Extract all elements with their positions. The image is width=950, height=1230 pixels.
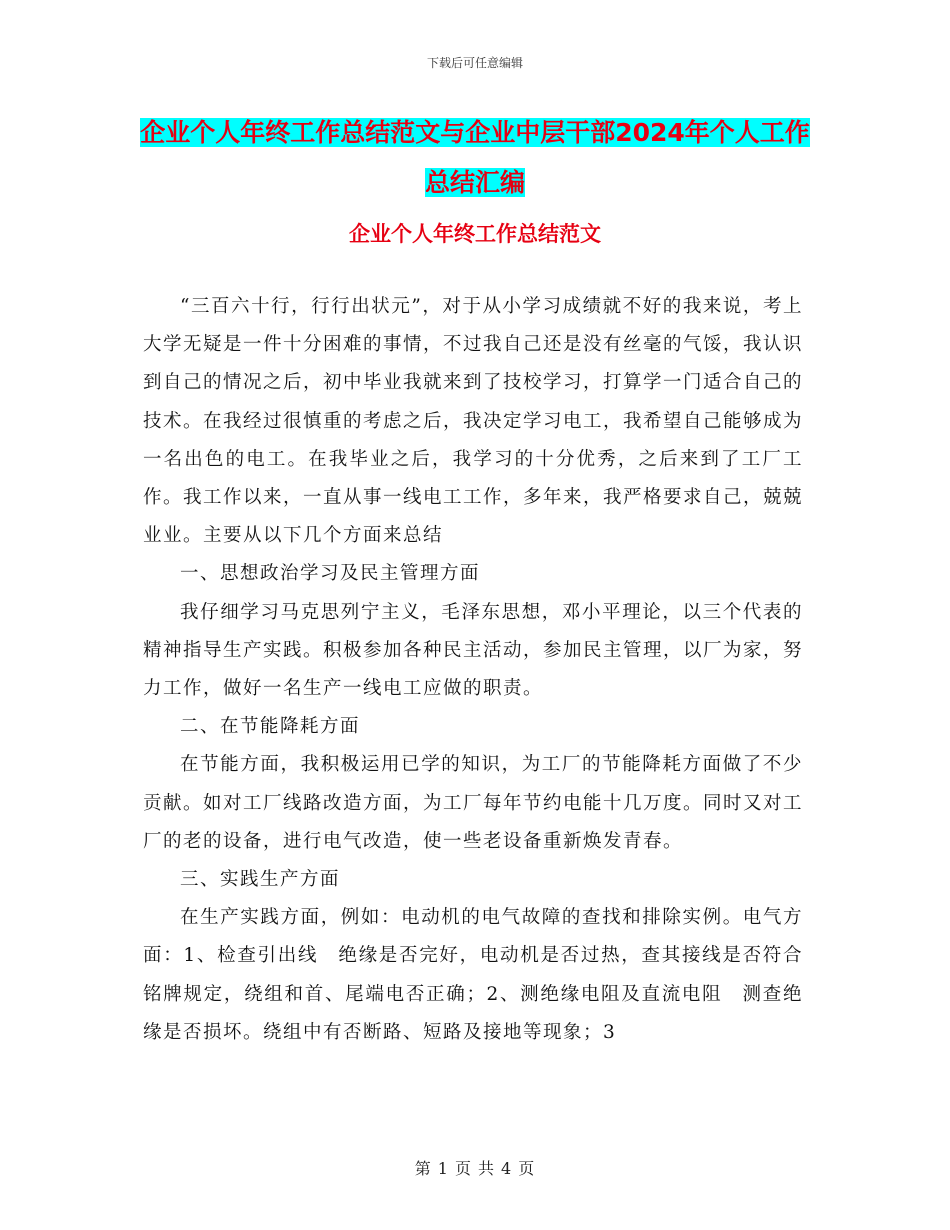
- total-pages: 4: [501, 1159, 513, 1178]
- page-number: 1: [437, 1159, 449, 1178]
- section-title: 企业个人年终工作总结范文: [349, 222, 601, 246]
- footer-page-unit: 页: [454, 1159, 472, 1178]
- document-body: [143, 288, 803, 1052]
- paragraph-energy: 在节能方面，我积极运用已学的知识，为工厂的节能降耗方面做了不少贡献。如对工厂线路改造方面，为工厂每年节约电能十几万度。同时又对工厂的老的设备，进行电气改造，使一些老设备重新焕发青春。: [143, 754, 804, 852]
- footer-total-unit: 页: [518, 1159, 536, 1178]
- footer-total-prefix: 共: [478, 1159, 496, 1178]
- paragraph-intro: “三百六十行，行行出状元”，对于从小学习成绩就不好的我来说，考上大学无疑是一件十分困难的事情，不过我自己还是没有丝毫的气馁，我认识到自己的情况之后，初中毕业我就来到了技校学习，打算学一门适合自己的技术。在我经过很慎重的考虑之后，我决定学习电工，我希望自己能够成为一名出色的电工。在我毕业之后，我学习的十分优秀，之后来到了工厂工作。我工作以来，一直从事一线电工工作，多年来，我严格要求自己，兢兢业业。主要从以下几个方面来总结: [143, 296, 804, 547]
- page-footer: [0, 1156, 950, 1179]
- header-note: 下载后可任意编辑: [426, 56, 523, 70]
- heading-energy: 二、在节能降耗方面: [180, 716, 361, 738]
- main-title: [140, 108, 810, 208]
- footer-prefix: 第: [414, 1159, 432, 1178]
- heading-practice: 三、实践生产方面: [180, 869, 341, 891]
- paragraph-practice: 在生产实践方面，例如：电动机的电气故障的查找和排除实例。电气方面：1、检查引出线 绝缘是否完好，电动机是否过热，查其接线是否符合铭牌规定，绕组和首、尾端电否正确；2、测绝缘电阻及直流电阻 测查绝缘是否损坏。绕组中有否断路、短路及接地等现象；3: [143, 907, 803, 1043]
- paragraph-politics: 我仔细学习马克思列宁主义，毛泽东思想，邓小平理论，以三个代表的精神指导生产实践。积极参加各种民主活动，参加民主管理，以厂为家，努力工作，做好一名生产一线电工应做的职责。: [143, 601, 804, 700]
- main-title-text: 企业个人年终工作总结范文与企业中层干部2024年个人工作总结汇编: [140, 118, 810, 197]
- heading-politics: 一、思想政治学习及民主管理方面: [180, 563, 481, 585]
